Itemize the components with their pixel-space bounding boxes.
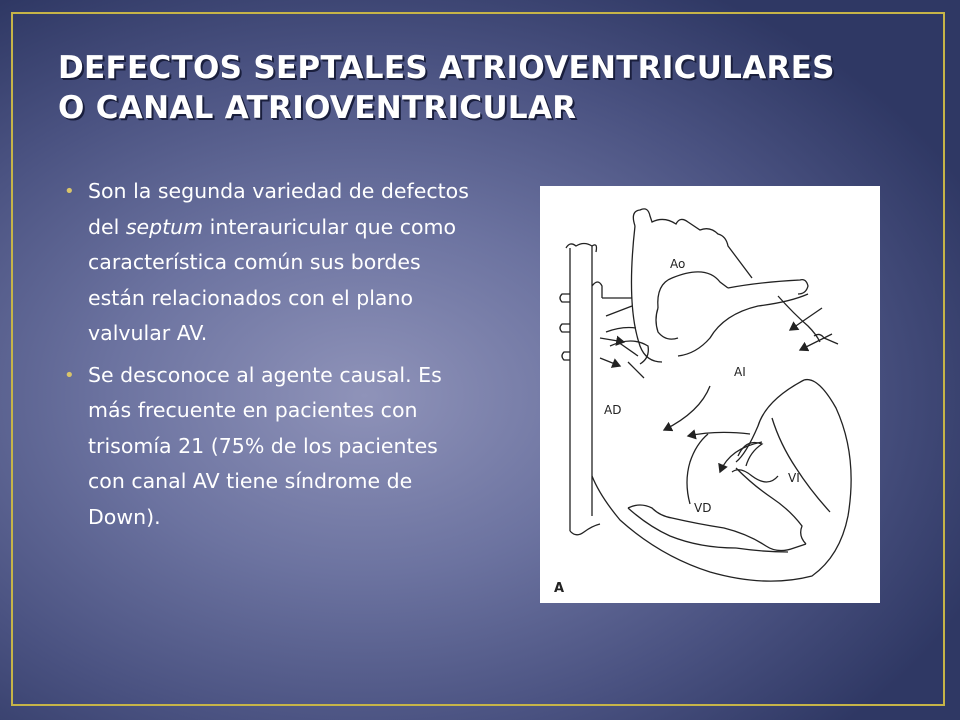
bullet-dot-icon: • [64, 364, 75, 386]
title-line-2: O CANAL ATRIOVENTRICULAR [58, 90, 577, 126]
vena-cava [570, 246, 592, 531]
label-figure-a: A [554, 581, 565, 596]
heart-outline [592, 380, 851, 582]
bullet-dot-icon: • [64, 181, 75, 202]
title-line-1: DEFECTOS SEPTALES ATRIOVENTRICULARES [58, 50, 835, 86]
flow-arrow [790, 308, 822, 330]
flow-arrow [688, 432, 750, 436]
heart-diagram [540, 186, 880, 603]
label-ao: Ao [670, 257, 686, 271]
bullet-text: Son la segunda variedad de defectos del [88, 179, 469, 239]
label-ad: AD [604, 403, 622, 417]
slide-title [58, 48, 918, 128]
bullet-list [60, 174, 470, 541]
flow-arrow [600, 358, 620, 366]
flow-arrow [664, 386, 710, 430]
label-vi: VI [788, 471, 800, 485]
bullet-emphasis: septum [125, 214, 204, 239]
bullet-text: Se desconoce al agente causal. Es más frecuente en pacientes con trisomía 21 (75% de los pacientes con canal AV tiene síndrome de Down). [88, 362, 442, 529]
bullet-item [60, 358, 470, 536]
heart-diagram-panel [540, 186, 880, 603]
bullet-text: interauricular que como característica común sus bordes están relacionados con el plano valvular AV. [88, 214, 457, 345]
aorta [633, 209, 752, 278]
flow-arrow [600, 338, 624, 342]
label-vd: VD [694, 501, 712, 515]
bullet-item [60, 174, 470, 352]
label-ai: AI [734, 365, 746, 379]
